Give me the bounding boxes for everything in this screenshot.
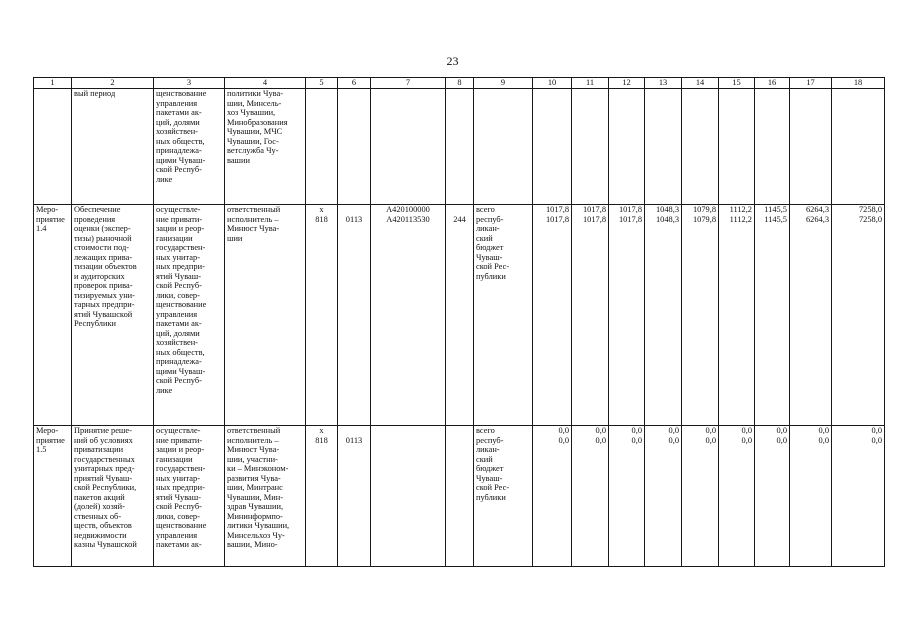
column-number: 11 <box>572 78 609 89</box>
measure-title: вый период <box>74 89 116 98</box>
amount-cell <box>609 205 645 426</box>
column-number: 18 <box>832 78 885 89</box>
amount-cell <box>790 205 832 426</box>
column-number: 12 <box>609 78 645 89</box>
amount-cell <box>790 89 832 205</box>
grbs-code: x 818 <box>315 205 328 224</box>
table-row-measure-1-4 <box>34 205 885 426</box>
amount: 1145,5 1145,5 <box>764 205 787 224</box>
column-number: 14 <box>682 78 719 89</box>
amount: 6264,3 6264,3 <box>805 205 829 224</box>
responsible-executor: политики Чува- шии, Минсель- хоз Чувашии, Минобразования Чувашии, МЧС Чувашии, Гос- ветслужба Чу- вашии <box>227 89 288 165</box>
measure-title: Обеспечение проведения оценки (экспер- тизы) рыночной стоимости под- лежащих прива- тизации объектов и аудиторских проверок прива- тизируемых уни- тарных предпри- ятий Чувашской Республики <box>74 205 137 328</box>
amount-cell <box>682 426 719 567</box>
measure-number: Меро- приятие 1.4 <box>36 205 65 233</box>
amount-cell <box>755 89 790 205</box>
section-code-cell <box>338 426 371 567</box>
amount: 1079,8 1079,8 <box>692 205 716 224</box>
amount: 0,0 0,0 <box>558 426 569 445</box>
amount-cell <box>719 89 755 205</box>
amount-cell <box>682 89 719 205</box>
measure-task: щенствование управления пакетами ак- ций, долями хозяйствен- ных обществ, принадлежа- щими Чуваш- ской Респуб- лике <box>156 89 207 184</box>
amount-cell <box>645 89 682 205</box>
section-code: 0113 <box>345 214 363 224</box>
amount: 0,0 0,0 <box>818 426 829 445</box>
amount-cell <box>645 205 682 426</box>
column-number-row <box>34 78 885 89</box>
funding-source: всего респуб- ликан- ский бюджет Чуваш- ской Рес- публики <box>476 426 510 502</box>
responsible-executor: ответственный исполнитель – Минюст Чува- шии <box>227 205 281 243</box>
target-article-cell <box>371 89 446 205</box>
amount: 1048,3 1048,3 <box>655 205 679 224</box>
column-number: 17 <box>790 78 832 89</box>
amount-cell <box>755 426 790 567</box>
funding-source-cell <box>474 205 533 426</box>
column-number: 13 <box>645 78 682 89</box>
page-number: 23 <box>446 54 459 68</box>
grbs-code: x 818 <box>315 426 328 445</box>
target-article-cell <box>371 205 446 426</box>
funding-source: всего респуб- ликан- ский бюджет Чуваш- ской Рес- публики <box>476 205 510 281</box>
measure-task-cell <box>154 89 225 205</box>
grbs-code-cell <box>306 89 338 205</box>
column-number: 1 <box>34 78 72 89</box>
measure-title-cell <box>72 205 154 426</box>
amount: 0,0 0,0 <box>631 426 642 445</box>
measure-number-cell <box>34 205 72 426</box>
column-number: 6 <box>338 78 371 89</box>
responsible-executor-cell <box>225 89 306 205</box>
column-number: 10 <box>533 78 572 89</box>
measure-task: осуществле- ние привати- зации и реор- ганизации государствен- ных унитар- ных предпри- ятий Чуваш- ской Респуб- лики, совер- щенствование управления пакетами ак- <box>156 426 207 549</box>
column-number: 7 <box>371 78 446 89</box>
section-code-cell <box>338 89 371 205</box>
amount: 7258,0 7258,0 <box>858 205 882 224</box>
responsible-executor-cell <box>225 205 306 426</box>
expense-type-cell <box>446 205 474 426</box>
amount: 0,0 0,0 <box>705 426 716 445</box>
amount: 1017,8 1017,8 <box>545 205 569 224</box>
amount-cell <box>533 89 572 205</box>
column-number: 4 <box>225 78 306 89</box>
amount: 0,0 0,0 <box>776 426 787 445</box>
amount-cell <box>832 205 885 426</box>
expense-type-cell <box>446 426 474 567</box>
amount: 0,0 0,0 <box>741 426 752 445</box>
amount: 0,0 0,0 <box>668 426 679 445</box>
amount-cell <box>719 205 755 426</box>
responsible-executor: ответственный исполнитель – Минюст Чува- шии, участни- ки – Минэконом- развития Чува- шии, Минтранс Чувашии, Мин- здрав Чувашии, Мининформпо- литики Чувашии, Минсельхоз Чу- вашии, Мино- <box>227 426 290 549</box>
amount-cell <box>790 426 832 567</box>
expense-type-cell <box>446 89 474 205</box>
responsible-executor-cell <box>225 426 306 567</box>
measure-task-cell <box>154 426 225 567</box>
grbs-code-cell <box>306 426 338 567</box>
amount-cell <box>533 426 572 567</box>
amount-cell <box>832 89 885 205</box>
amount: 0,0 0,0 <box>871 426 882 445</box>
program-measures-table <box>33 77 885 567</box>
column-number: 16 <box>755 78 790 89</box>
amount: 0,0 0,0 <box>595 426 606 445</box>
section-code-cell <box>338 205 371 426</box>
target-article: А420100000 А420113530 <box>386 205 430 224</box>
amount-cell <box>609 426 645 567</box>
column-number: 9 <box>474 78 533 89</box>
amount-cell <box>533 205 572 426</box>
table-row-continuation <box>34 89 885 205</box>
target-article-cell <box>371 426 446 567</box>
measure-task-cell <box>154 205 225 426</box>
amount-cell <box>645 426 682 567</box>
measure-number: Меро- приятие 1.5 <box>36 426 65 454</box>
column-number: 2 <box>72 78 154 89</box>
grbs-code-cell <box>306 205 338 426</box>
section-code: 0113 <box>345 435 363 445</box>
amount: 1112,2 1112,2 <box>729 205 752 224</box>
measure-number-cell <box>34 426 72 567</box>
measure-task: осуществле- ние привати- зации и реор- ганизации государствен- ных унитар- ных предпри- ятий Чуваш- ской Респуб- лики, совер- щенствование управления пакетами ак- ций, долями хозяйствен- ных обществ, принадлежа- щими Чуваш- ской Респуб- лике <box>156 205 207 395</box>
table-row-measure-1-5 <box>34 426 885 567</box>
measure-number-cell <box>34 89 72 205</box>
amount: 1017,8 1017,8 <box>582 205 606 224</box>
amount-cell <box>755 205 790 426</box>
column-number: 15 <box>719 78 755 89</box>
amount-cell <box>572 426 609 567</box>
funding-source-cell <box>474 426 533 567</box>
amount-cell <box>609 89 645 205</box>
column-number: 3 <box>154 78 225 89</box>
measure-title-cell <box>72 426 154 567</box>
amount-cell <box>572 205 609 426</box>
column-number: 5 <box>306 78 338 89</box>
measure-title-cell <box>72 89 154 205</box>
amount-cell <box>682 205 719 426</box>
amount: 1017,8 1017,8 <box>618 205 642 224</box>
column-number: 8 <box>446 78 474 89</box>
measure-title: Принятие реше- ний об условиях приватизации государственных унитарных пред- приятий Чуваш- ской Республики, пакетов акций (долей) хозяй- ственных об- ществ, объектов недвижимости казны Чувашской <box>74 426 137 549</box>
expense-type: 244 <box>453 214 466 224</box>
funding-source-cell <box>474 89 533 205</box>
amount-cell <box>572 89 609 205</box>
amount-cell <box>719 426 755 567</box>
amount-cell <box>832 426 885 567</box>
